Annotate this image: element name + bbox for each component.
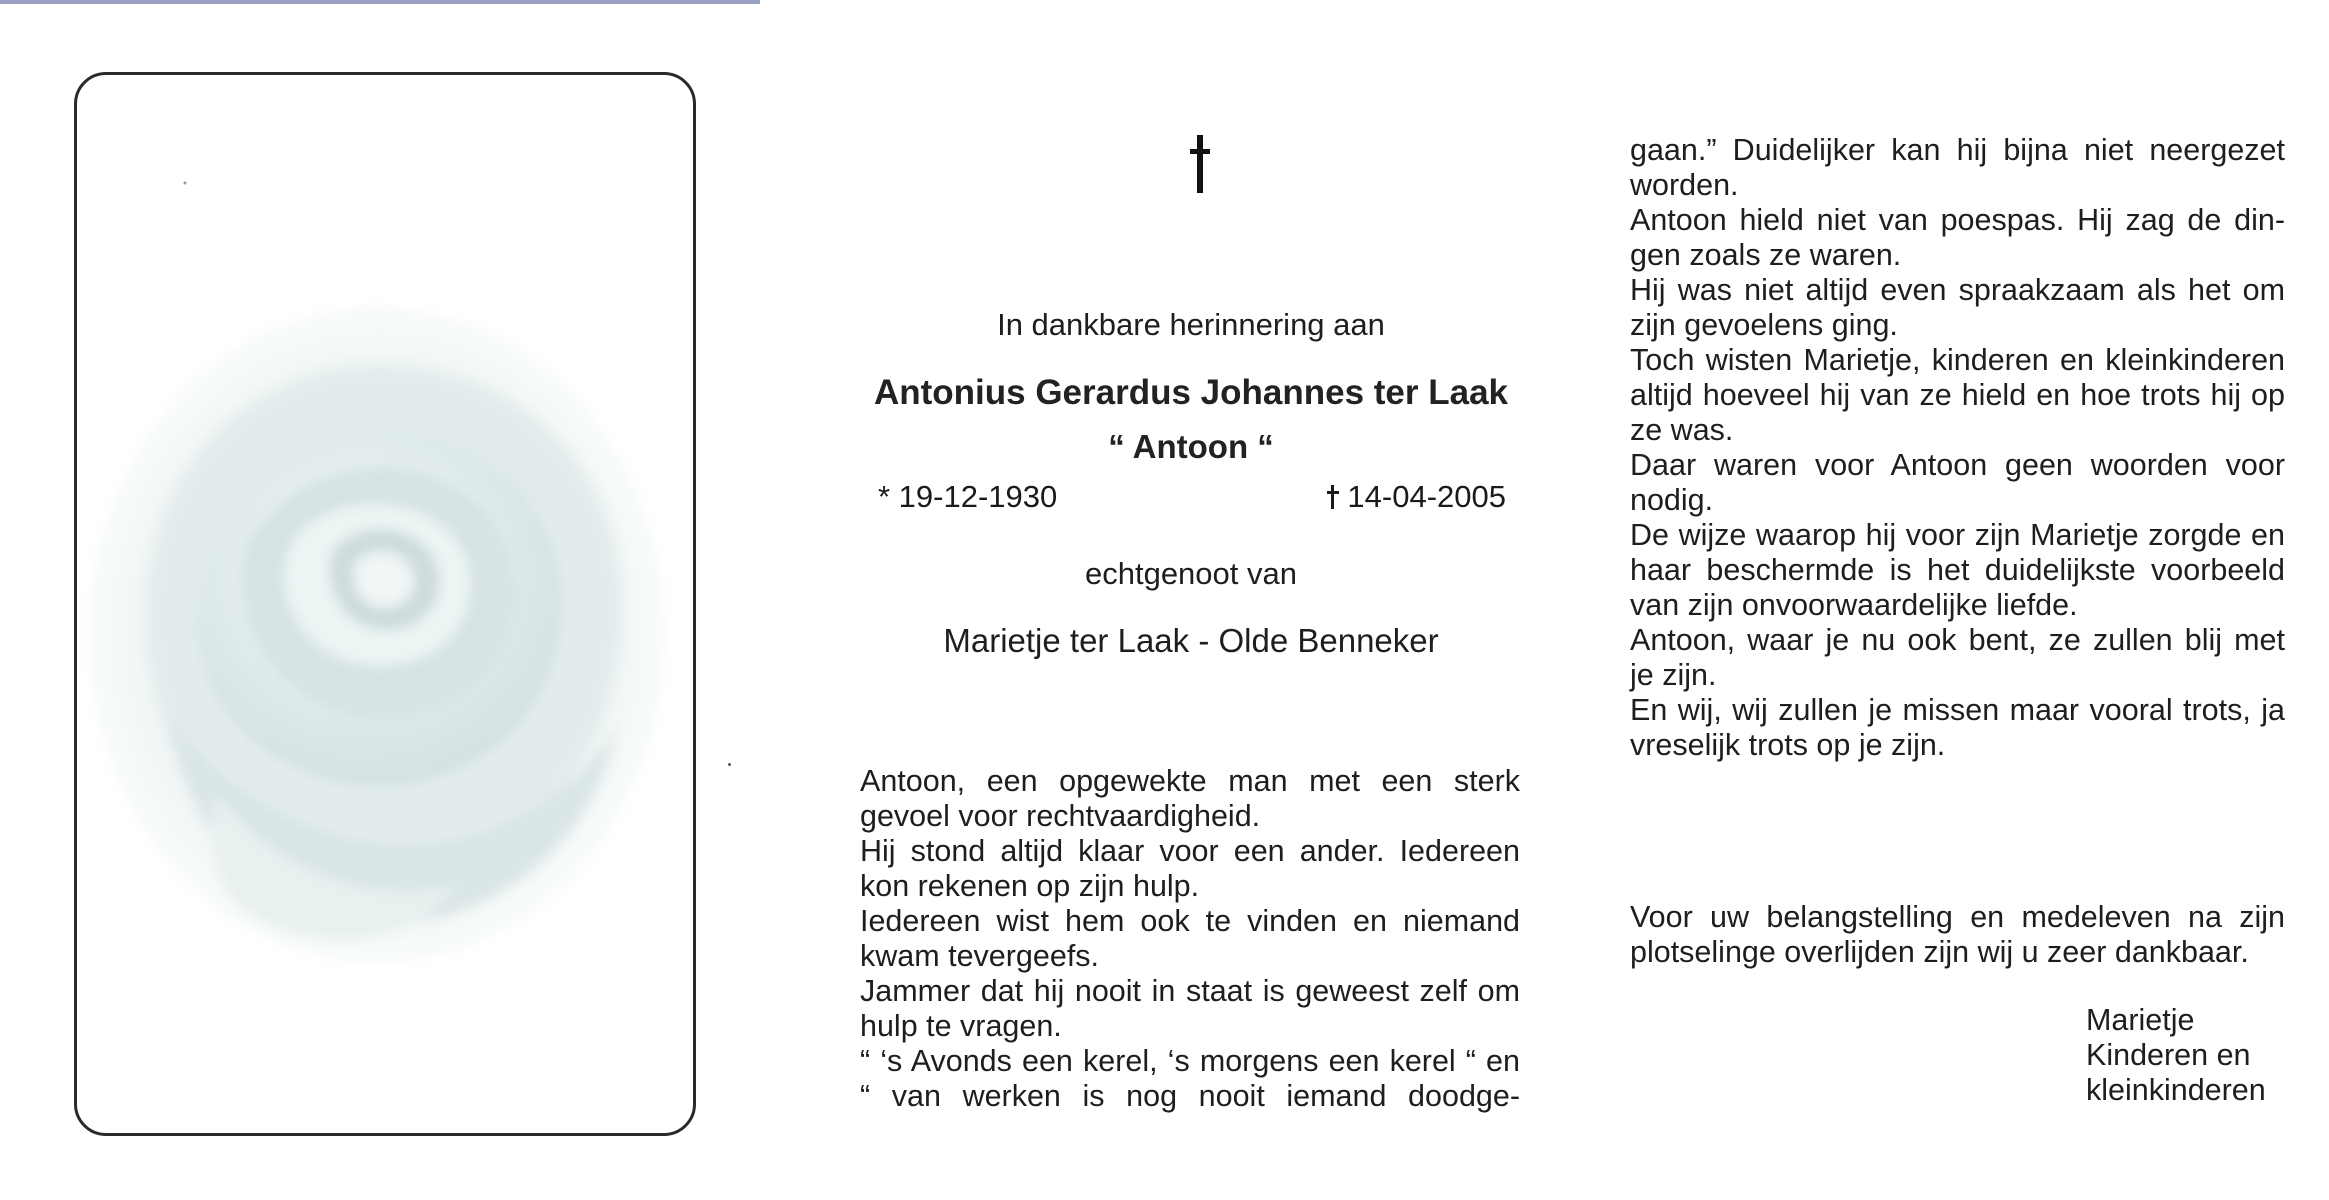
text-line: Hij stond altijd klaar voor een ander. Iedereen: [860, 834, 1520, 868]
text-line: hulp te vragen.: [860, 1009, 1062, 1043]
text-line: altijd hoeveel hij van ze hield en hoe trots hij op: [1630, 378, 2285, 412]
spouse-intro: echtgenoot van: [1084, 556, 1297, 591]
top-edge-line: [0, 0, 760, 4]
signature-line: kleinkinderen: [2086, 1073, 2266, 1107]
text-line: Antoon hield niet van poespas. Hij zag de din-: [1630, 203, 2285, 237]
heading: In dankbare herinnering aan: [997, 307, 1385, 342]
text-line: plotselinge overlijden zijn wij u zeer dankbaar.: [1630, 935, 2249, 969]
death-date-wrapper: [1327, 478, 1506, 516]
text-line: gen zoals ze waren.: [1630, 238, 1902, 272]
text-line: Toch wisten Marietje, kinderen en kleinkinderen: [1630, 343, 2285, 377]
signature-line: Marietje: [2086, 1003, 2195, 1037]
text-line: “ ‘s Avonds een kerel, ‘s morgens een kerel “ en: [860, 1044, 1520, 1078]
text-line: En wij, wij zullen je missen maar vooral trots, ja: [1630, 693, 2285, 727]
text-line: Antoon, waar je nu ook bent, ze zullen blij met: [1630, 623, 2285, 657]
text-line: Antoon, een opgewekte man met een sterk: [860, 764, 1520, 798]
text-line: van zijn onvoorwaardelijke liefde.: [1630, 588, 2078, 622]
text-line: kwam tevergeefs.: [860, 939, 1100, 973]
text-line: zijn gevoelens ging.: [1630, 308, 1898, 342]
text-line: Iedereen wist hem ook te vinden en niemand: [860, 904, 1520, 938]
text-line: nodig.: [1630, 483, 1714, 517]
text-line: ze was.: [1630, 413, 1734, 447]
tribute-text-right: [1630, 133, 2285, 763]
text-line: je zijn.: [1630, 658, 1717, 692]
full-name: Antonius Gerardus Johannes ter Laak: [873, 373, 1509, 412]
death-date: 14-04-2005: [1347, 479, 1506, 514]
text-line: gevoel voor rechtvaardigheid.: [860, 799, 1261, 833]
text-line: vreselijk trots op je zijn.: [1630, 728, 1946, 762]
spouse-name: Marietje ter Laak - Olde Benneker: [943, 622, 1439, 659]
text-line: gaan.” Duidelijker kan hij bijna niet neergezet: [1630, 133, 2285, 167]
text-line: De wijze waarop hij voor zijn Marietje zorgde en: [1630, 518, 2285, 552]
tribute-text-left: [860, 764, 1520, 1114]
small-cross-icon: [1327, 485, 1339, 509]
text-line: Voor uw belangstelling en medeleven na zijn: [1630, 900, 2285, 934]
thanks-note: [1630, 900, 2285, 970]
rose-photo-frame: [74, 72, 696, 1136]
nickname: “ Antoon “: [1108, 428, 1274, 465]
text-line: haar beschermde is het duidelijkste voorbeeld: [1630, 553, 2285, 587]
text-line: Hij was niet altijd even spraakzaam als het om: [1630, 273, 2285, 307]
stray-dot: [728, 763, 731, 766]
signature-line: Kinderen en: [2086, 1038, 2251, 1072]
text-line: Jammer dat hij nooit in staat is geweest zelf om: [860, 974, 1520, 1008]
white-rose-image: [77, 75, 693, 1133]
text-line: worden.: [1630, 168, 1739, 202]
birth-date: * 19-12-1930: [878, 479, 1058, 514]
text-line: Daar waren voor Antoon geen woorden voor: [1630, 448, 2285, 482]
text-line: “ van werken is nog nooit iemand doodge-: [860, 1079, 1520, 1113]
text-line: kon rekenen op zijn hulp.: [860, 869, 1200, 903]
signature-block: [2086, 1003, 2286, 1108]
